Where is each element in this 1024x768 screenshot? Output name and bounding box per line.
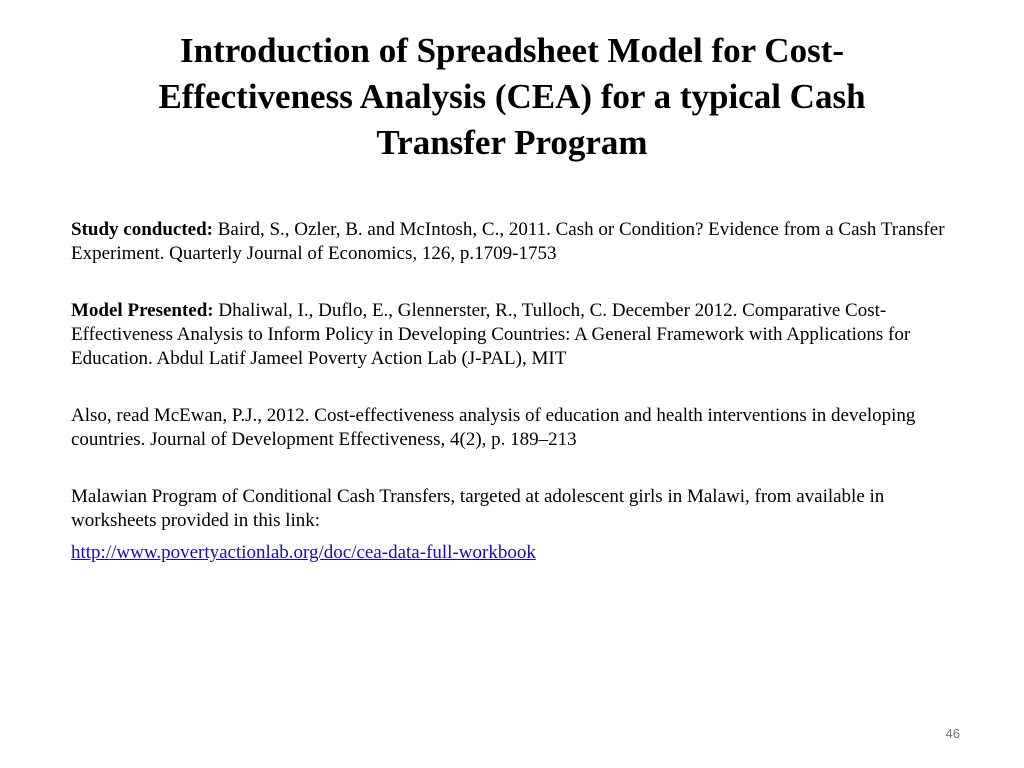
model-presented-paragraph xyxy=(71,299,971,371)
workbook-link-paragraph xyxy=(71,541,971,565)
slide-title xyxy=(60,28,964,166)
study-conducted-label: Study conducted: xyxy=(71,219,213,240)
malawian-program-paragraph: Malawian Program of Conditional Cash Transfers, targeted at adolescent girls in Malawi, from available in worksheets provided in this link: xyxy=(71,486,885,531)
workbook-link[interactable]: http://www.povertyactionlab.org/doc/cea-data-full-workbook xyxy=(71,542,536,563)
slide-number: 46 xyxy=(945,726,960,741)
title-line-3: Transfer Program xyxy=(376,123,648,162)
title-line-1: Introduction of Spreadsheet Model for Cost- xyxy=(179,31,845,70)
study-conducted-text: Baird, S., Ozler, B. and McIntosh, C., 2011. Cash or Condition? Evidence from a Cash Transfer Experiment. Quarterly Journal of Economics, 126, p.1709-1753 xyxy=(71,219,945,264)
study-conducted-paragraph xyxy=(71,218,971,266)
model-presented-label: Model Presented: xyxy=(71,300,214,321)
model-presented-text: Dhaliwal, I., Duflo, E., Glennerster, R., Tulloch, C. December 2012. Comparative Cost-Effectiveness Analysis to Inform Policy in Developing Countries: A General Framework with Applications for Education. Abdul Latif Jameel Poverty Action Lab (J-PAL), MIT xyxy=(71,300,911,369)
also-read-paragraph: Also, read McEwan, P.J., 2012. Cost-effectiveness analysis of education and health interventions in developing countries. Journal of Development Effectiveness, 4(2), p. 189–213 xyxy=(71,405,916,450)
slide-body xyxy=(71,218,971,565)
title-line-2: Effectiveness Analysis (CEA) for a typical Cash xyxy=(158,77,866,116)
